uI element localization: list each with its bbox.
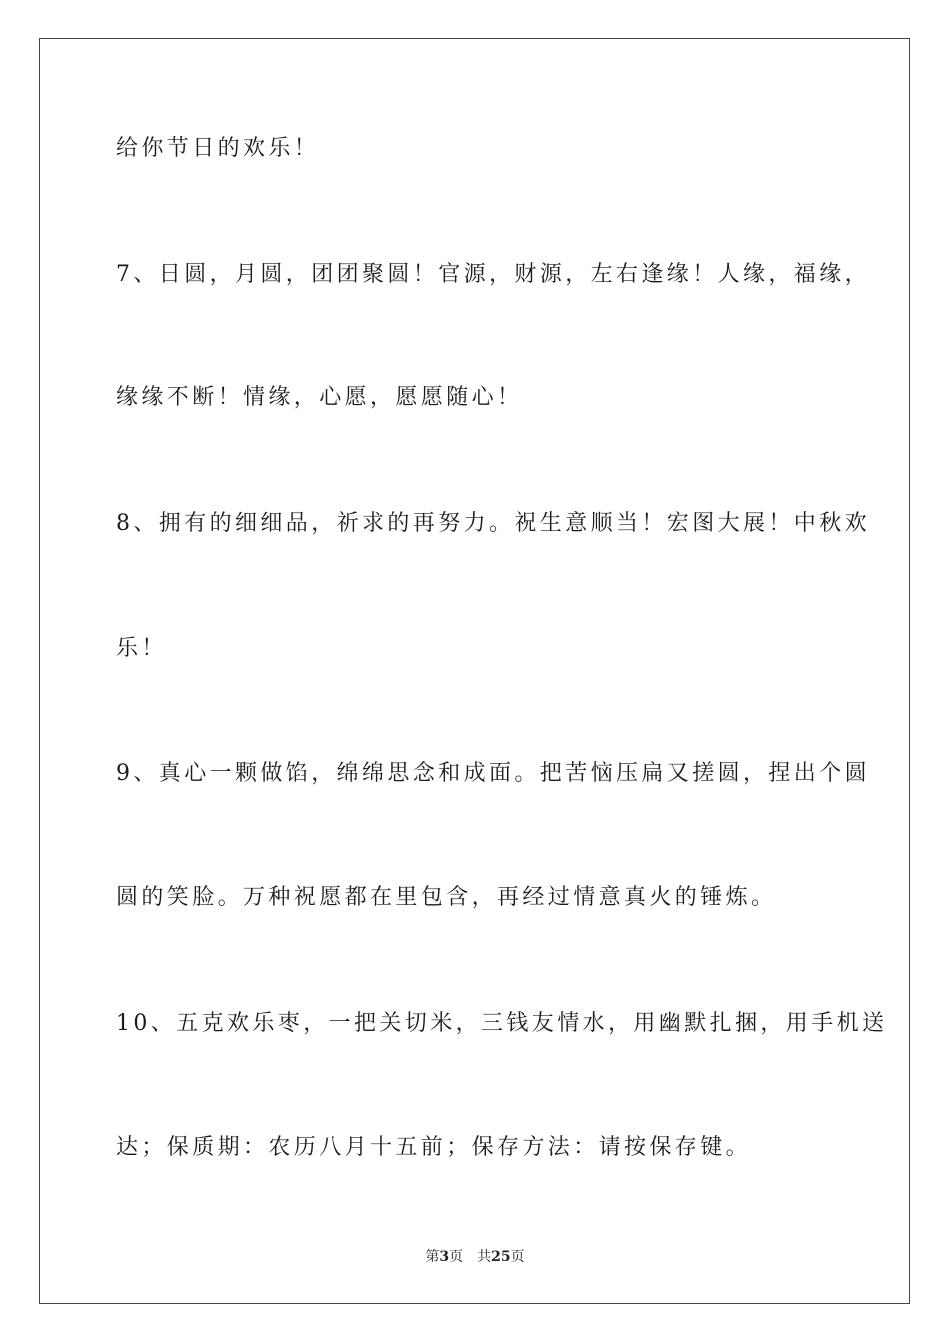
text-line-5: 乐！ <box>116 636 167 661</box>
current-page-number: 3 <box>439 1249 450 1265</box>
total-page-count: 25 <box>491 1249 511 1265</box>
text-line-1: 给你节日的欢乐！ <box>116 136 320 161</box>
total-suffix: 页 <box>510 1249 525 1265</box>
text-line-4: 8、拥有的细细品，祈求的再努力。祝生意顺当！宏图大展！中秋欢 <box>116 511 870 536</box>
page-suffix: 页 <box>449 1249 464 1265</box>
text-line-8: 10、五克欢乐枣，一把关切米，三钱友情水，用幽默扎捆，用手机送 <box>116 1011 888 1036</box>
total-prefix: 共 <box>477 1249 492 1265</box>
text-line-6: 9、真心一颗做馅，绵绵思念和成面。把苦恼压扁又搓圆，捏出个圆 <box>116 761 870 786</box>
page-footer <box>0 1248 950 1266</box>
page-prefix: 第 <box>425 1249 440 1265</box>
text-line-3: 缘缘不断！情缘，心愿，愿愿随心！ <box>116 385 523 410</box>
text-line-9: 达；保质期：农历八月十五前；保存方法：请按保存键。 <box>116 1135 752 1160</box>
text-line-2: 7、日圆，月圆，团团聚圆！官源，财源，左右逢缘！人缘，福缘， <box>116 262 870 287</box>
text-line-7: 圆的笑脸。万种祝愿都在里包含，再经过情意真火的锤炼。 <box>116 885 777 910</box>
page-frame <box>39 38 910 1304</box>
